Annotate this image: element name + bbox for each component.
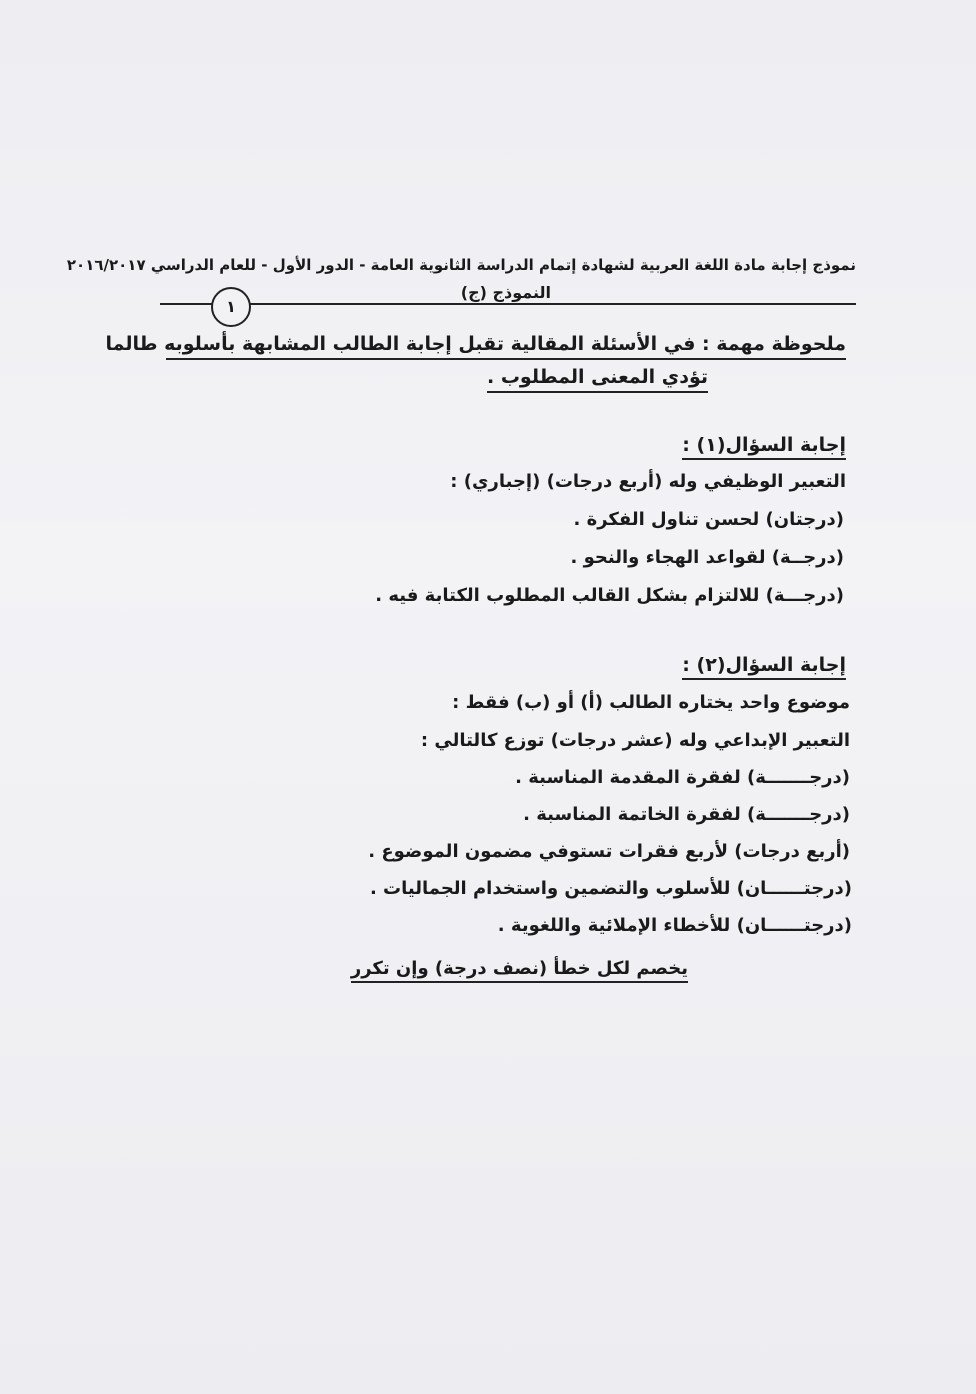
important-note-line1: ملحوظة مهمة : في الأسئلة المقالية تقبل إجابة الطالب المشابهة بأسلوبه طالما — [166, 333, 846, 360]
q2-line-2: التعبير الإبداعي وله (عشر درجات) توزع كالتالي : — [420, 730, 850, 751]
q2-line-4: (درجـــــــة) لفقرة الخاتمة المناسبة . — [523, 804, 850, 825]
model-label: النموذج (ج) — [460, 283, 551, 302]
q2-line-3: (درجـــــــة) لفقرة المقدمة المناسبة . — [515, 767, 850, 788]
header-rule — [160, 303, 856, 305]
q1-line-4: (درجـــة) للالتزام بشكل القالب المطلوب الكتابة فيه . — [375, 585, 844, 606]
page-number-badge: ١ — [211, 287, 251, 327]
q1-line-3: (درجــة) لقواعد الهجاء والنحو . — [570, 547, 844, 568]
question-2-heading: إجابة السؤال(٢) : — [682, 654, 846, 680]
deduction-rule: يخصم لكل خطأ (نصف درجة) وإن تكرر — [351, 958, 688, 983]
question-1-heading: إجابة السؤال(١) : — [682, 434, 846, 460]
q2-line-7: (درجتــــــان) للأخطاء الإملائية واللغوية . — [497, 915, 852, 936]
q2-line-1: موضوع واحد يختاره الطالب (أ) أو (ب) فقط : — [452, 692, 850, 713]
q2-line-6: (درجتــــــان) للأسلوب والتضمين واستخدام الجماليات . — [369, 878, 852, 899]
document-title: نموذج إجابة مادة اللغة العربية لشهادة إتمام الدراسة الثانوية العامة - الدور الأول - للعام الدراسي ٢٠١٦/٢٠١٧ — [66, 256, 856, 274]
q1-line-1: التعبير الوظيفي وله (أربع درجات) (إجباري) : — [450, 471, 846, 492]
important-note-line2: تؤدي المعنى المطلوب . — [487, 366, 708, 393]
q1-line-2: (درجتان) لحسن تناول الفكرة . — [573, 509, 844, 530]
q2-line-5: (أربع درجات) لأربع فقرات تستوفي مضمون الموضوع . — [368, 841, 850, 862]
